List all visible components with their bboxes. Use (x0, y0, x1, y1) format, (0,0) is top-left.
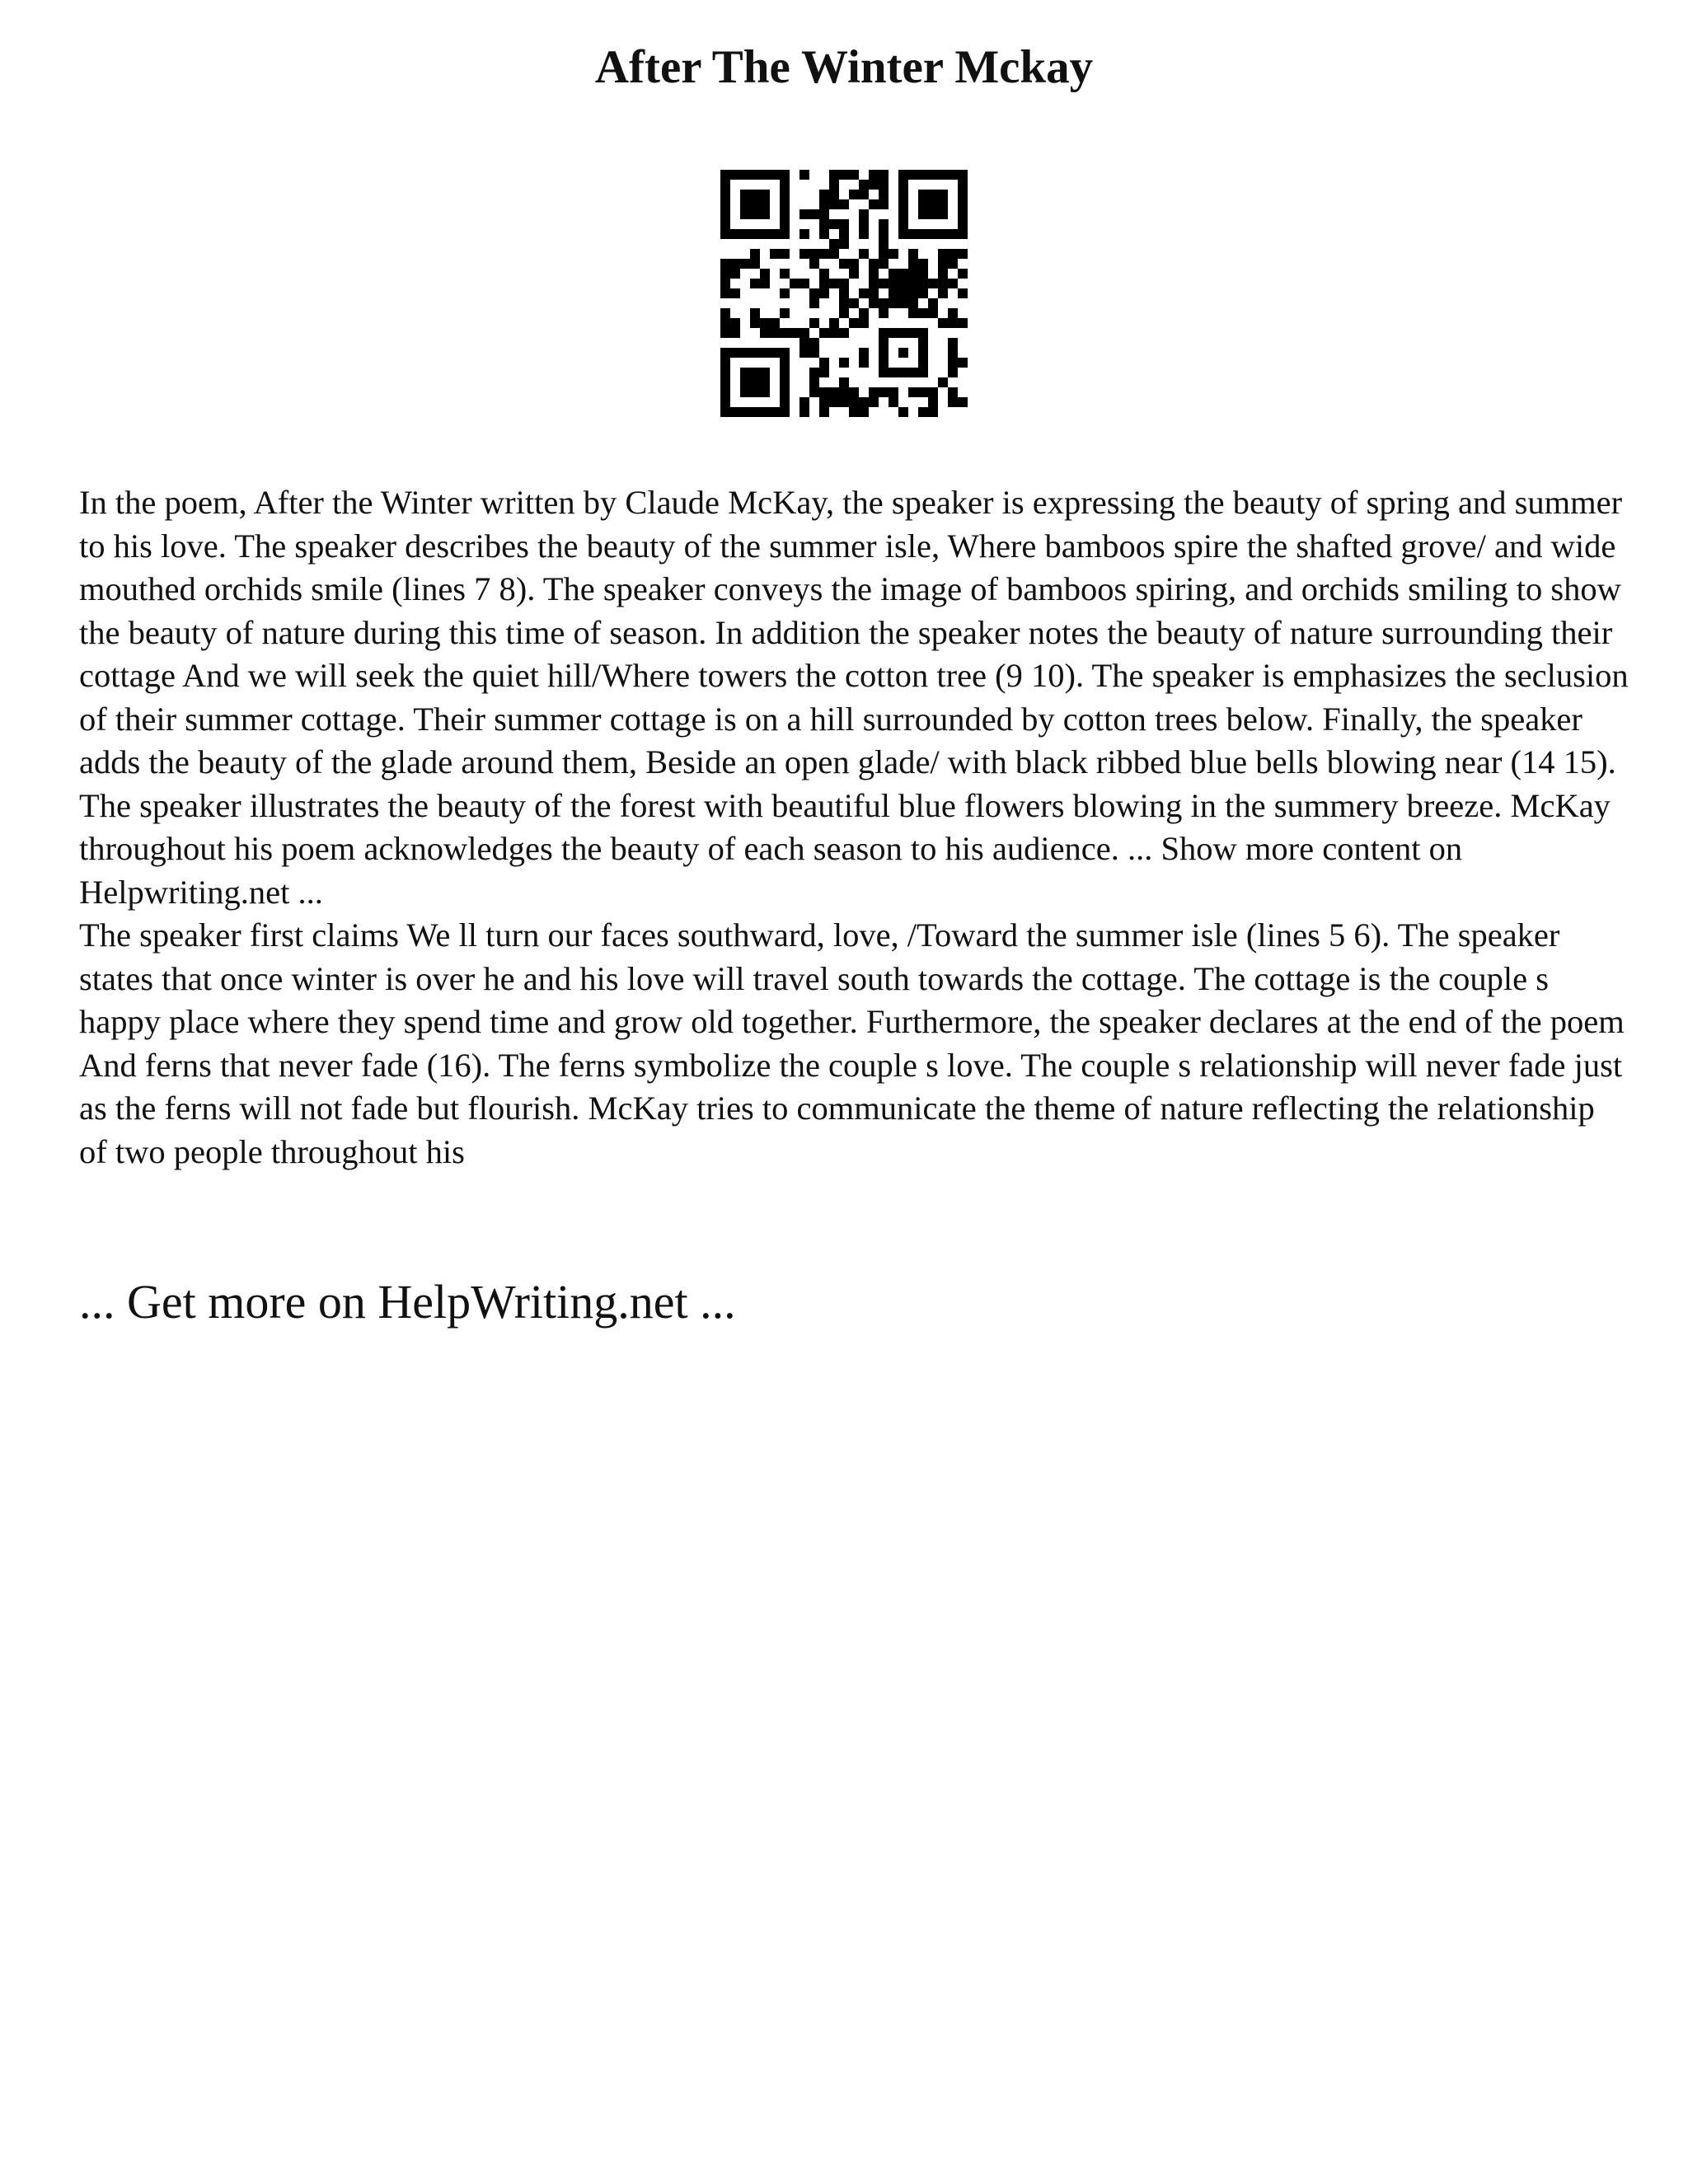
essay-paragraph-1: In the poem, After the Winter written by Claude McKay, the speaker is expressing the beauty of spring and summer to his love. The speaker describes the beauty of the summer isle, Where bamboos spire the shafted grove/ and wide mouthed orchids smile (lines 7 8). The speaker conveys the image of bamboos spiring, and orchids smiling to show the beauty of nature during this time of season. In addition the speaker notes the beauty of nature surrounding their cottage And we will seek the quiet hill/Where towers the cotton tree (9 10). The speaker is emphasizes the seclusion of their summer cottage. Their summer cottage is on a hill surrounded by cotton trees below. Finally, the speaker adds the beauty of the glade around them, Beside an open glade/ with black ribbed blue bells blowing near (14 15). The speaker illustrates the beauty of the forest with beautiful blue flowers blowing in the summery breeze. McKay throughout his poem acknowledges the beauty of each season to his audience. ... Show more content on Helpwriting.net ... (79, 484, 1629, 911)
get-more-link[interactable]: ... Get more on HelpWriting.net ... (79, 1275, 736, 1329)
page-title: After The Winter Mckay (594, 41, 1094, 93)
essay-body (79, 481, 1629, 1174)
qr-code-icon (720, 170, 968, 417)
essay-paragraph-2: The speaker first claims We ll turn our faces southward, love, /Toward the summer isle (lines 5 6). The speaker states that once winter is over he and his love will travel south towards the cottage. The cottage is the couple s happy place where they spend time and grow old together. Furthermore, the speaker declares at the end of the poem And ferns that never fade (16). The ferns symbolize the couple s love. The couple s relationship will never fade just as the ferns will not fade but flourish. McKay tries to communicate the theme of nature reflecting the relationship of two people throughout his (79, 916, 1625, 1170)
